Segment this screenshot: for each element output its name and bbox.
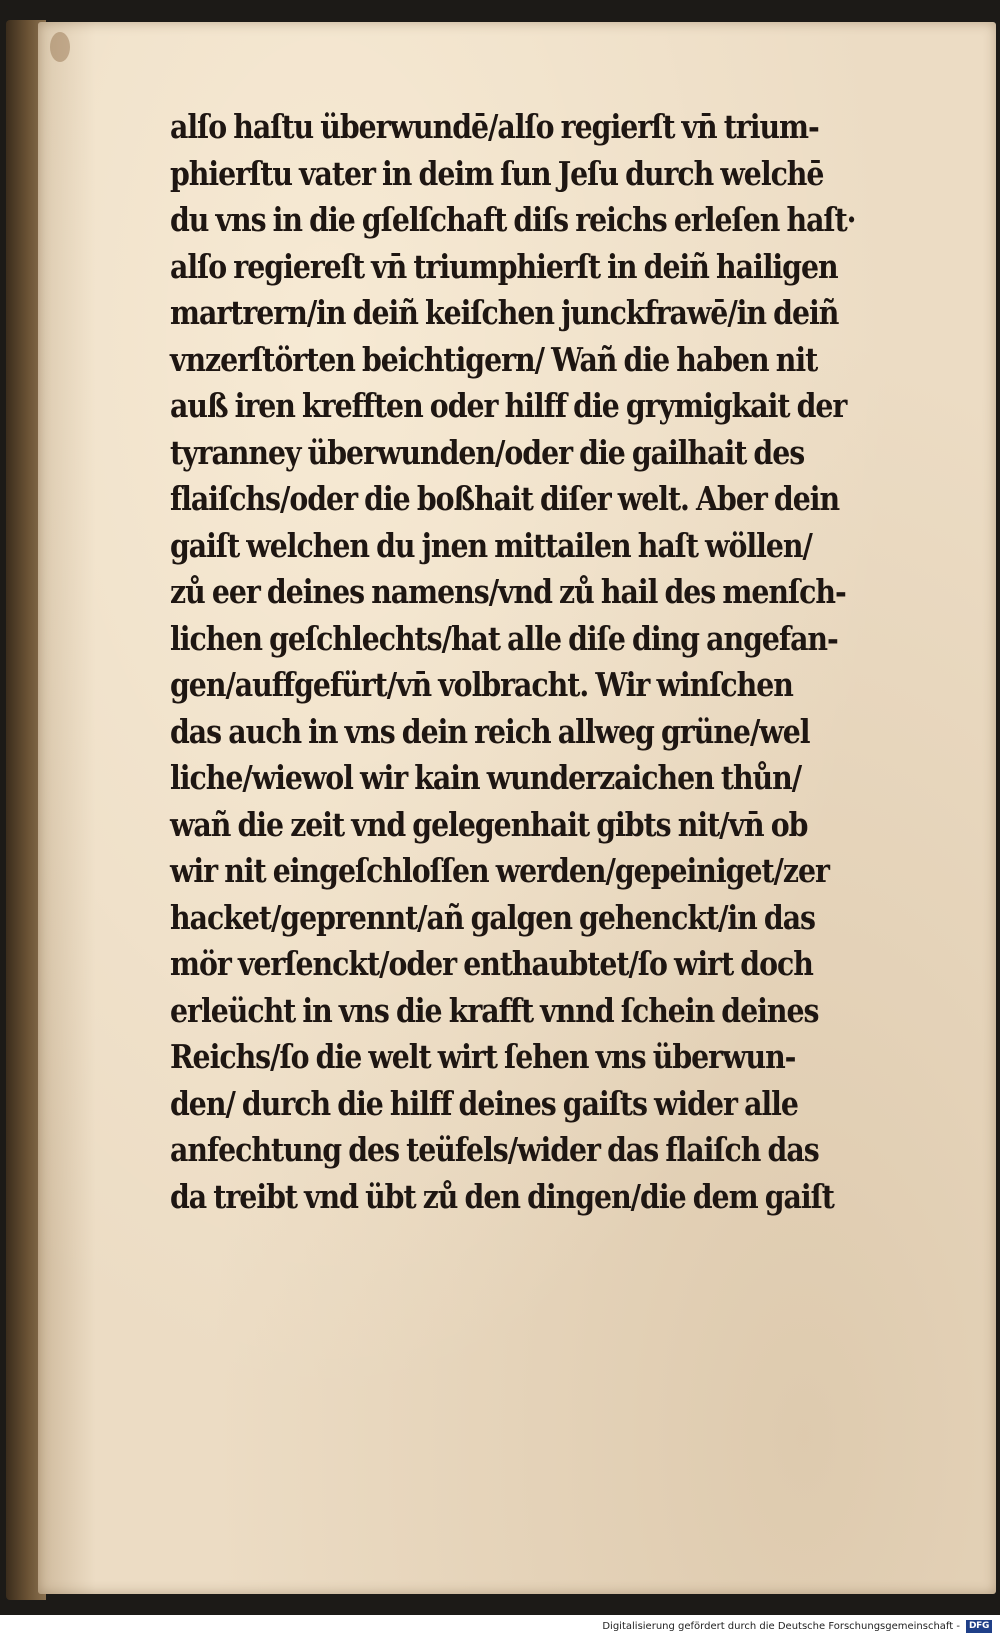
text-line: wir nit eingeſchloſſen werden/gepeiniget/zer [170,851,829,890]
dfg-logo-icon: DFG [966,1620,992,1633]
funding-credit: Digitalisierung gefördert durch die Deutsche Forschungsgemeinschaft - [602,1621,960,1632]
text-line: gen/auffgefürt/vn̄ volbracht. Wir winſchen [170,665,793,704]
text-line: das auch in vns dein reich allweg grüne/wel [170,711,810,751]
text-line: den/ durch die hilff deines gaiſts wider alle [170,1083,798,1123]
text-line: erleücht in vns die krafft vnnd ſchein deines [170,990,819,1030]
text-line: du vns in die gſelſchaft diſs reichs erleſen haſt· [170,200,856,239]
text-line: anfechtung des teüfels/wider das flaiſch das [170,1130,819,1169]
text-line: da treibt vnd übt zů den dingen/die dem gaiſt [170,1176,834,1216]
text-line: auß iren krefften oder hilff die grymigkait der [170,386,847,425]
page-text-block [170,104,890,1220]
text-line: gaiſt welchen du jnen mittailen haſt wöllen/ [170,525,812,565]
text-line: alſo regiereſt vn̄ triumphierſt in deiñ hailigen [170,246,838,286]
text-line: vnzerſtörten beichtigern/ Wañ die haben nit [170,339,818,379]
text-line: lichen geſchlechts/hat alle diſe ding angefan‑ [170,618,838,658]
text-line: phierſtu vater in deim ſun Jeſu durch welchē [170,153,824,193]
text-line: Reichs/ſo die welt wirt ſehen vns überwun‑ [170,1037,796,1076]
text-line: alſo haſtu überwundē/alſo regierſt vn̄ trium‑ [170,107,819,146]
text-line: liche/wiewol wir kain wunderzaichen thůn/ [170,758,802,797]
text-line: flaiſchs/oder die boßhait diſer welt. Aber dein [170,479,840,518]
text-line: mör verſenckt/oder enthaubtet/ſo wirt doch [170,944,813,983]
text-line: hacket/geprennt/añ galgen gehenckt/in das [170,897,815,937]
text-line: wañ die zeit vnd gelegenhait gibts nit/vn̄ ob [170,804,808,844]
text-line: zů eer deines namens/vnd zů hail des menſch‑ [170,572,846,611]
text-line: tyranney überwunden/oder die gailhait des [170,432,805,472]
page-stain [50,32,70,62]
text-line: martrern/in deiñ keiſchen junckfrawē/in deiñ [170,293,839,332]
